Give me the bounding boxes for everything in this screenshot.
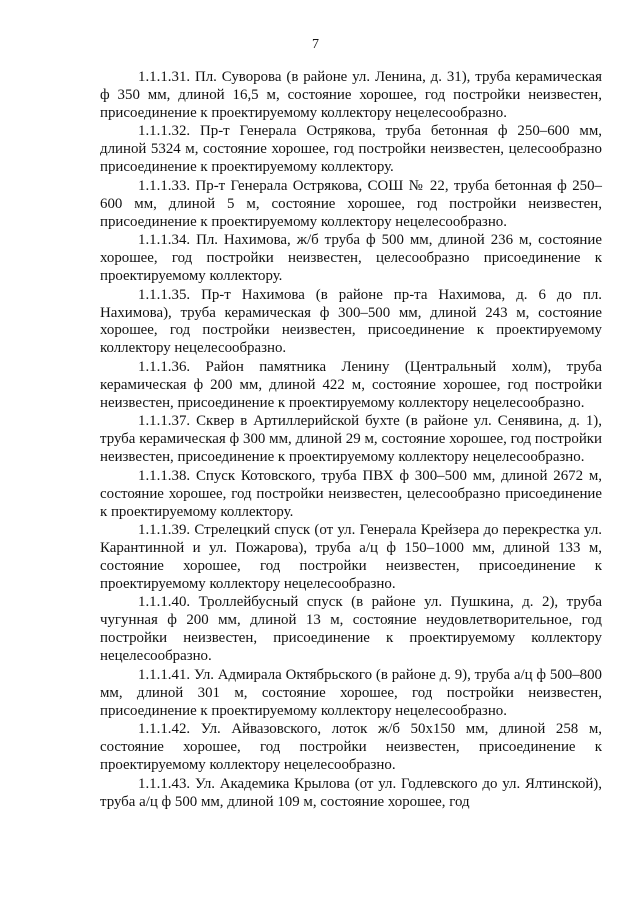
paragraph-1-1-1-37 xyxy=(100,413,602,467)
paragraph-1-1-1-34 xyxy=(100,232,602,286)
paragraph-text: Пр-т Генерала Острякова, труба бетонная ф 250–600 мм, длиной 5324 м, состояние хорошее, год постройки неизвестен, целесообразно присоединение к проектируемому коллектору. xyxy=(100,123,602,176)
paragraph-number: 1.1.1.35. xyxy=(138,286,191,303)
paragraph-1-1-1-38 xyxy=(100,468,602,522)
paragraph-text: Троллейбусный спуск (в районе ул. Пушкина, д. 2), труба чугунная ф 200 мм, длиной 13 м, состояние неудовлетворительное, год постройки неизвестен, присоединение к проектируемому коллектору нецелесообразно. xyxy=(100,594,602,665)
paragraph-text: Пл. Нахимова, ж/б труба ф 500 мм, длиной 236 м, состояние хорошее, год постройки неизвестен, целесообразно присоединение к проектируемому коллектору. xyxy=(100,232,602,285)
paragraph-1-1-1-35 xyxy=(100,287,602,359)
paragraph-1-1-1-31 xyxy=(100,69,602,123)
paragraph-1-1-1-40 xyxy=(100,594,602,666)
paragraph-number: 1.1.1.37. xyxy=(138,413,191,430)
paragraph-number: 1.1.1.34. xyxy=(138,232,191,249)
page-number: 7 xyxy=(312,37,319,52)
paragraph-number: 1.1.1.38. xyxy=(138,467,191,484)
paragraph-number: 1.1.1.32. xyxy=(138,123,191,140)
paragraph-1-1-1-43 xyxy=(100,776,602,812)
paragraph-number: 1.1.1.42. xyxy=(138,721,191,738)
paragraph-number: 1.1.1.31. xyxy=(138,69,191,85)
paragraph-number: 1.1.1.33. xyxy=(138,177,191,194)
paragraph-number: 1.1.1.39. xyxy=(138,522,191,539)
paragraph-text: Сквер в Артиллерийской бухте (в районе ул. Сенявина, д. 1), труба керамическая ф 300 мм, длиной 29 м, состояние хорошее, год постройки неизвестен, присоединение к проектируемому коллектору нецелесообразно. xyxy=(100,413,602,466)
paragraph-text: Пр-т Нахимова (в районе пр-та Нахимова, д. 6 до пл. Нахимова), труба керамическая ф 300–500 мм, длиной 243 м, состояние хорошее, год постройки неизвестен, присоединение к проектируемому коллектору нецелесообразно. xyxy=(100,286,602,357)
paragraph-number: 1.1.1.43. xyxy=(138,775,191,792)
paragraph-text: Спуск Котовского, труба ПВХ ф 300–500 мм, длиной 2672 м, состояние хорошее, год постройки неизвестен, целесообразно присоединение к проектируемому коллектору. xyxy=(100,467,602,520)
paragraph-text: Ул. Академика Крылова (от ул. Годлевского до ул. Ялтинской), труба а/ц ф 500 мм, длиной 109 м, состояние хорошее, год xyxy=(100,775,602,810)
paragraph-1-1-1-41 xyxy=(100,667,602,721)
paragraph-text: Ул. Айвазовского, лоток ж/б 50x150 мм, длиной 258 м, состояние хорошее, год постройки неизвестен, присоединение к проектируемому коллектору нецелесообразно. xyxy=(100,721,602,773)
paragraph-1-1-1-36 xyxy=(100,359,602,413)
paragraph-1-1-1-33 xyxy=(100,178,602,232)
document-body xyxy=(100,69,602,812)
paragraph-text: Стрелецкий спуск (от ул. Генерала Крейзера до перекрестка ул. Карантинной и ул. Пожарова), труба а/ц ф 150–1000 мм, длиной 133 м, состояние хорошее, год постройки неизвестен, присоединение к проектируемому коллектору нецелесообразно. xyxy=(100,522,602,592)
paragraph-1-1-1-42 xyxy=(100,721,602,775)
paragraph-text: Район памятника Ленину (Центральный холм), труба керамическая ф 200 мм, длиной 422 м, состояние хорошее, год постройки неизвестен, присоединение к проектируемому коллектору нецелесообразно. xyxy=(100,358,602,411)
paragraph-number: 1.1.1.36. xyxy=(138,358,191,375)
paragraph-text: Пр-т Генерала Острякова, СОШ № 22, труба бетонная ф 250–600 мм, длиной 5 м, состояние хорошее, год постройки неизвестен, присоединение к проектируемому коллектору нецелесообразно. xyxy=(100,177,602,230)
paragraph-1-1-1-32 xyxy=(100,123,602,177)
paragraph-text: Пл. Суворова (в районе ул. Ленина, д. 31), труба керамическая ф 350 мм, длиной 16,5 м, состояние хорошее, год постройки неизвестен, присоединение к проектируемому коллектору нецелесообразно. xyxy=(100,69,602,121)
paragraph-1-1-1-39 xyxy=(100,522,602,594)
paragraph-number: 1.1.1.41. xyxy=(138,666,191,683)
paragraph-text: Ул. Адмирала Октябрьского (в районе д. 9), труба а/ц ф 500–800 мм, длиной 301 м, состояние хорошее, год постройки неизвестен, присоединение к проектируемому коллектору нецелесообразно. xyxy=(100,666,602,719)
paragraph-number: 1.1.1.40. xyxy=(138,594,191,611)
